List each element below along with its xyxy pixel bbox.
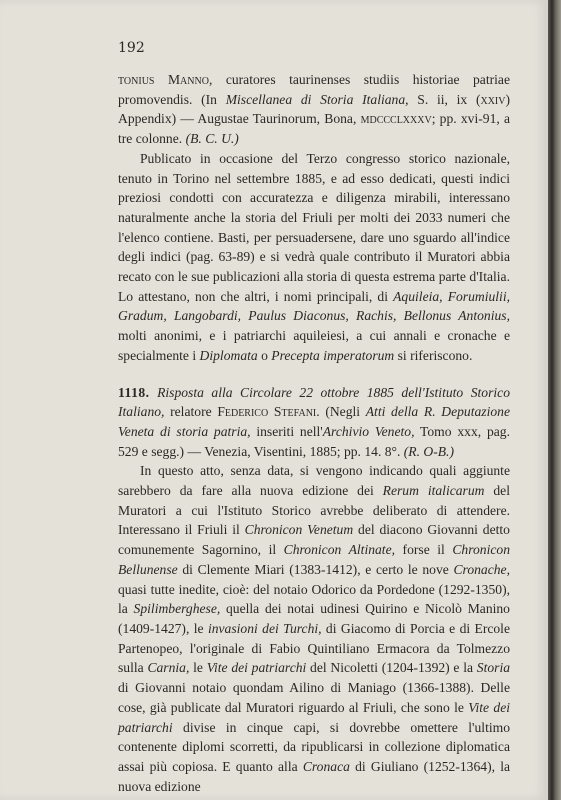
entry-continuation: tonius Manno, curatores taurinenses studiis historiae patriae promovendis. (In Miscellanea di Storia Italiana, S. ii, ix (xxiv) Appendix) — Augustae Taurinorum, Bona, mdccclxxxv; pp. xvi-91, a tre colonne. (B. C. U.) — [118, 72, 511, 147]
entry-1118-commentary: In questo atto, senza data, si vengono indicando quali aggiunte sarebbero da fare alla nuova edizione dei Rerum italicarum del Muratori a cui l'Istituto Storico avrebbe deliberato di attendere. Interessano il Friuli il Chronicon Venetum del diacono Giovanni detto comunemente Sagornino, il Chronicon Altinate, forse il Chronicon Bellunense di Clemente Miari (1383-1412), e certo le nove Cronache, quasi tutte inedite, cioè: del notaio Odorico da Pordedone (1292-1350), la Spilimberghese, quella dei notai udinesi Quirino e Nicolò Manino (1409-1427), le invasioni dei Turchi, di Giacomo di Porcia e di Ercole Partenopeo, l'originale di Fabio Quintiliano Ermacora da Tolmezzo sulla Carnia, le Vite dei patriarchi del Nicoletti (1204-1392) e la Storia di Giovanni notaio quondam Ailino di Maniago (1366-1388). Delle cose, già publicate dal Muratori riguardo al Friuli, che sono le Vite dei patriarchi divise in cinque capi, si dovrebbe omettere l'ultimo contenente diplomi scorretti, da ripublicarsi in collezione diplomatica assai più copiosa. E quanto alla Cronaca di Giuliano (1252-1364), la nuova edizione — [118, 463, 511, 794]
entry-author: Federico Stefani — [217, 404, 317, 420]
section-gap — [118, 366, 510, 383]
page-edge-shadow — [548, 0, 561, 800]
library-siglum: (R. O-B.) — [403, 443, 454, 459]
page-body — [118, 70, 510, 796]
entry-1118-heading: 1118. Risposta alla Circolare 22 ottobre 1885 dell'Istituto Storico Italiano, relatore Federico Stefani. (Negli Atti della R. Deputazione Veneta di storia patria, inseriti nell'Archivio Veneto, Tomo xxx, pag. 529 e segg.) — Venezia, Visentini, 1885; pp. 14. 8°. (R. O-B.) — [118, 384, 510, 459]
entry-commentary: Publicato in occasione del Terzo congresso storico nazionale, tenuto in Torino nel settembre 1885, e ad esso dedicati, questi indici preziosi condotti con accuratezza e diligenza mirabili, interessano naturalmente anche la storia del Friuli per molti dei 2033 numeri che l'elenco contiene. Basti, per persuadersene, dare uno sguardo all'indice degli indici (pag. 63-89) e si vedrà quale contributo il Muratori abbia recato con le sue publicazioni alla storia di questa estrema parte d'Italia. Lo attestano, non che altri, i nomi principali, di Aquileia, Forumiulii, Gradum, Langobardi, Paulus Diaconus, Rachis, Bellonus Antonius, molti anonimi, e i patriarchi aquileiesi, a cui annali e cronache e specialmente i Diplomata o Precepta imperatorum si riferiscono. — [118, 150, 510, 363]
page-number: 192 — [118, 40, 145, 56]
entry-number: 1118. — [118, 384, 150, 400]
library-siglum: (B. C. U.) — [185, 131, 239, 147]
series-title: Miscellanea di Storia Italiana — [225, 91, 406, 107]
author-name: tonius Manno — [118, 72, 209, 87]
entry-title: Risposta alla Circolare 22 ottobre 1885 dell'Istituto Storico Italiano, — [118, 384, 510, 420]
